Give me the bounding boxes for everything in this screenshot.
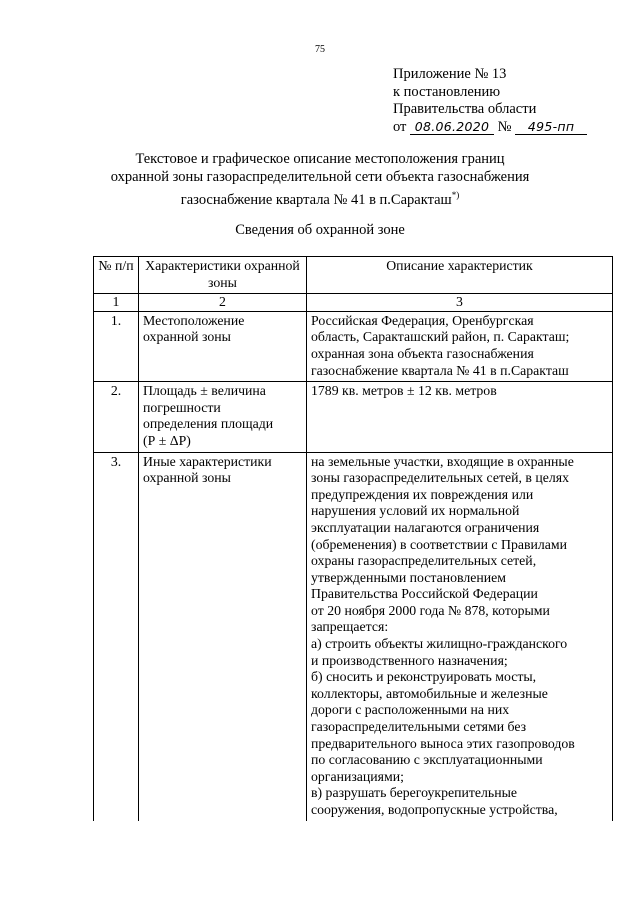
col-number-3: 3 bbox=[307, 294, 613, 312]
appendix-line-2: к постановлению bbox=[393, 83, 501, 100]
title-line-1: Текстовое и графическое описание местоположения границ bbox=[135, 151, 505, 167]
row-3-description-line: (обременения) в соответствии с Правилами bbox=[311, 536, 568, 552]
row-3-characteristic-line: охранной зоны bbox=[143, 470, 231, 486]
table-row bbox=[94, 382, 613, 452]
document-title bbox=[0, 150, 640, 209]
row-3-description-line: от 20 ноября 2000 года № 878, которыми bbox=[311, 602, 550, 618]
number-prefix: № bbox=[497, 118, 512, 135]
row-3-description-line: нарушения условий их нормальной bbox=[311, 503, 520, 519]
col-number-1: 1 bbox=[94, 294, 139, 312]
row-3-description-line: Правительства Российской Федерации bbox=[311, 586, 538, 602]
row-3-number: 3. bbox=[94, 452, 139, 821]
row-3-description-line: предварительного выноса этих газопроводов bbox=[311, 735, 575, 751]
table-header-row bbox=[94, 257, 613, 294]
row-2-number: 2. bbox=[94, 382, 139, 452]
column-number-row bbox=[94, 294, 613, 312]
row-3-description-line: по согласованию с эксплуатационными bbox=[311, 752, 543, 768]
handwritten-date: 08.06.2020 bbox=[410, 120, 494, 135]
row-3-description-line: а) строить объекты жилищно-гражданского bbox=[311, 636, 568, 652]
title-line-3 bbox=[0, 186, 640, 209]
row-3-description bbox=[307, 452, 613, 821]
row-3-description-line: и производственного назначения; bbox=[311, 652, 508, 668]
appendix-date-line bbox=[393, 119, 587, 137]
header-number bbox=[94, 257, 139, 294]
row-3-description-line: на земельные участки, входящие в охранные bbox=[311, 453, 574, 469]
section-subtitle: Сведения об охранной зоне bbox=[235, 222, 405, 238]
row-1-characteristic-line: Местоположение bbox=[143, 312, 245, 328]
row-3-description-line: газораспределительными сетями без bbox=[311, 719, 527, 735]
appendix-line-3: Правительства области bbox=[393, 101, 537, 117]
date-prefix: от bbox=[393, 118, 407, 135]
row-3-description-line: сооружения, водопропускные устройства, bbox=[311, 802, 558, 817]
row-1-characteristic bbox=[139, 311, 307, 381]
page-number: 75 bbox=[315, 44, 325, 55]
row-3-description-line: зоны газораспределительных сетей, в целях bbox=[311, 470, 569, 486]
handwritten-number: 495-пп bbox=[515, 120, 587, 135]
table-row bbox=[94, 311, 613, 381]
row-1-description bbox=[307, 311, 613, 381]
row-3-description-line: запрещается: bbox=[311, 619, 389, 635]
header-description bbox=[307, 257, 613, 294]
zone-info-table bbox=[93, 256, 613, 821]
row-3-description-line: дороги с расположенными на них bbox=[311, 702, 510, 718]
title-line-3-text: газоснабжение квартала № 41 в п.Саракташ bbox=[180, 191, 452, 208]
row-1-number: 1. bbox=[94, 311, 139, 381]
row-3-description-line: предупреждения их повреждения или bbox=[311, 486, 534, 502]
col-number-2: 2 bbox=[139, 294, 307, 312]
row-2-description bbox=[307, 382, 613, 452]
row-3-description-line: охраны газораспределительных сетей, bbox=[311, 553, 537, 569]
row-1-description-line: область, Саракташский район, п. Саракташ; bbox=[311, 329, 570, 345]
row-1-characteristic-line: охранной зоны bbox=[143, 329, 231, 345]
row-2-description-line: 1789 кв. метров ± 12 кв. метров bbox=[311, 383, 497, 399]
row-3-description-line: в) разрушать берегоукрепительные bbox=[311, 785, 517, 801]
table-row bbox=[94, 452, 613, 821]
header-description-text: Описание характеристик bbox=[386, 258, 533, 273]
row-3-characteristic bbox=[139, 452, 307, 821]
row-1-description-line: Российская Федерация, Оренбургская bbox=[311, 312, 534, 328]
row-3-description-line: коллекторы, автомобильные и железные bbox=[311, 685, 548, 701]
header-characteristic bbox=[139, 257, 307, 294]
row-2-characteristic bbox=[139, 382, 307, 452]
row-2-characteristic-line: определения площади bbox=[143, 416, 274, 432]
row-2-characteristic-line: Площадь ± величина bbox=[143, 383, 266, 399]
header-number-text: № п/п bbox=[98, 258, 134, 273]
row-1-description-line: газоснабжение квартала № 41 в п.Саракташ bbox=[311, 362, 569, 378]
row-2-characteristic-line: погрешности bbox=[143, 399, 221, 415]
row-3-description-line: эксплуатации налагаются ограничения bbox=[311, 519, 540, 535]
row-3-description-line: утвержденными постановлением bbox=[311, 569, 506, 585]
row-2-characteristic-line: (Р ± ΔР) bbox=[143, 432, 191, 448]
row-3-description-line: б) сносить и реконструировать мосты, bbox=[311, 669, 537, 685]
title-line-2: охранной зоны газораспределительной сети объекта газоснабжения bbox=[110, 169, 530, 185]
row-3-characteristic-line: Иные характеристики bbox=[143, 453, 272, 469]
footnote-mark: *) bbox=[451, 190, 460, 200]
header-characteristic-text: Характеристики охранной зоны bbox=[145, 258, 300, 290]
row-3-description-line: организациями; bbox=[311, 768, 404, 784]
appendix-line-1: Приложение № 13 bbox=[393, 66, 507, 82]
appendix-block bbox=[393, 66, 587, 136]
row-1-description-line: охранная зона объекта газоснабжения bbox=[311, 345, 534, 361]
